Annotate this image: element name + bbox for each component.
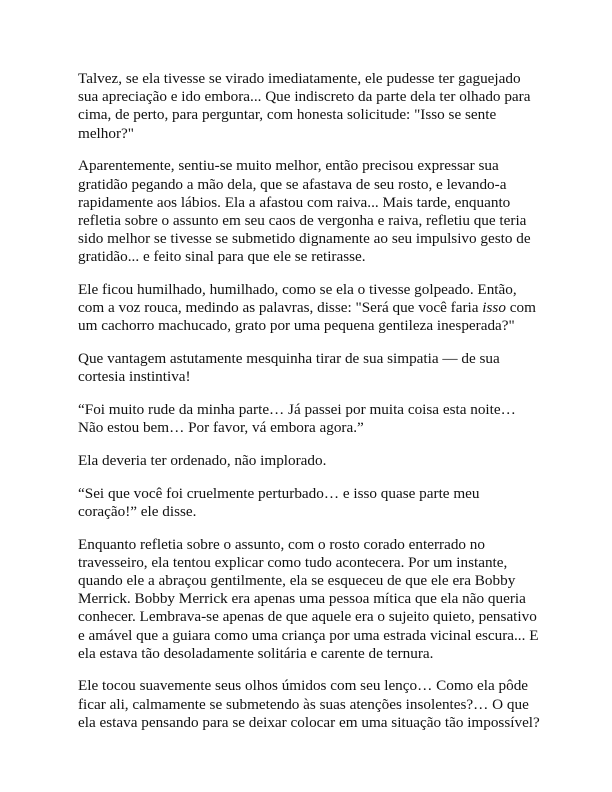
text-line: um cachorro machucado, grato por uma pequena gentileza inesperada?" [78,317,515,335]
text-line: refletia sobre o assunto em seu caos de vergonha e raiva, refletiu que teria [78,211,527,229]
text-line: Ele tocou suavemente seus olhos úmidos com seu lenço… Como ela pôde [78,677,529,695]
text-line: coração!” ele disse. [78,502,197,520]
text-line: conhecer. Lembrava-se apenas de que aquele era o sujeito quieto, pensativo [78,608,537,626]
paragraph-5 [78,401,548,437]
text-line: ela estava tão desoladamente solitária e carente de ternura. [78,644,434,662]
paragraph-9 [78,677,548,732]
text-line: ela estava pensando para se deixar colocar em uma situação tão impossível? [78,713,540,731]
paragraph-6 [78,452,548,470]
text-line: gratidão pegando a mão dela, que se afastava de seu rosto, e levando-a [78,175,507,193]
text-line: “Sei que você foi cruelmente perturbado… e isso quase parte meu [78,484,480,502]
paragraph-2 [78,157,548,266]
paragraph-4 [78,350,548,386]
text-line-with-emphasis [78,299,548,317]
document-page [78,70,548,747]
text-line: Não estou bem… Por favor, vá embora agora.” [78,419,364,437]
text-line: cima, de perto, para perguntar, com honesta solicitude: "Isso se sente [78,106,497,124]
text-line: Ela deveria ter ordenado, não implorado. [78,451,327,469]
text-line: Aparentemente, sentiu-se muito melhor, então precisou expressar sua [78,157,499,175]
text-line: cortesia instintiva! [78,368,191,386]
text-line: e amável que a guiara como uma criança por uma estrada vicinal escura... E [78,626,539,644]
text-segment: com [505,299,536,317]
text-line: ficar ali, calmamente se submetendo às suas atenções insolentes?… O que [78,695,529,713]
text-line: Merrick. Bobby Merrick era apenas uma pessoa mítica que ela não queria [78,590,526,608]
text-line: Talvez, se ela tivesse se virado imediatamente, ele pudesse ter gaguejado [78,70,521,87]
text-line: melhor?" [78,124,134,142]
text-line: Enquanto refletia sobre o assunto, com o rosto corado enterrado no [78,535,485,553]
paragraph-3 [78,281,548,336]
paragraph-8 [78,536,548,663]
paragraph-7 [78,485,548,521]
text-line: rapidamente aos lábios. Ela a afastou com raiva... Mais tarde, enquanto [78,193,511,211]
text-line: quando ele a abraçou gentilmente, ela se esqueceu de que ele era Bobby [78,571,516,589]
emphasized-word: isso [482,299,506,317]
paragraph-1 [78,70,548,143]
text-segment: com a voz rouca, medindo as palavras, disse: "Será que você faria [78,299,483,317]
text-line: Que vantagem astutamente mesquinha tirar de sua simpatia — de sua [78,350,500,368]
text-line: “Foi muito rude da minha parte… Já passei por muita coisa esta noite… [78,401,516,419]
text-line: Ele ficou humilhado, humilhado, como se ela o tivesse golpeado. Então, [78,281,517,299]
text-line: sua apreciação e ido embora... Que indiscreto da parte dela ter olhado para [78,88,531,106]
text-line: gratidão... e feito sinal para que ele se retirasse. [78,248,366,266]
text-line: travesseiro, ela tentou explicar como tudo acontecera. Por um instante, [78,553,508,571]
text-line: sido melhor se tivesse se submetido dignamente ao seu impulsivo gesto de [78,230,531,248]
